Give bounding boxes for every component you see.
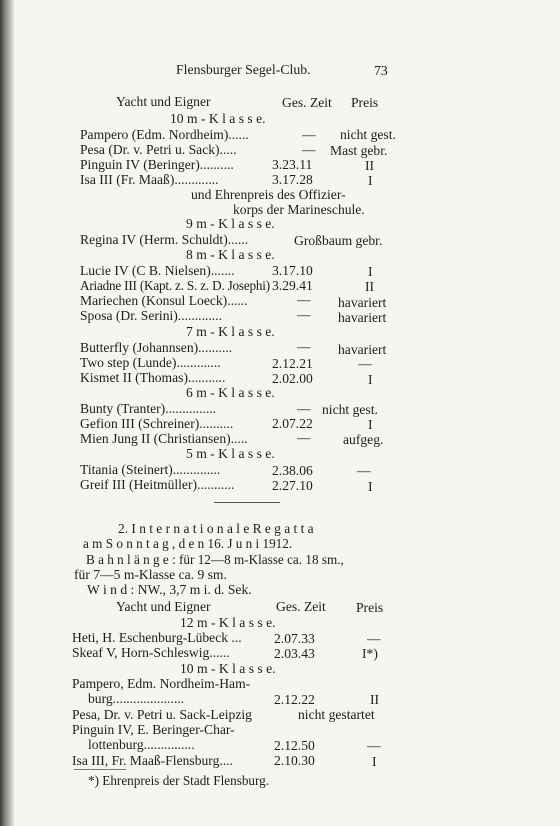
entry-name-line2: lottenburg...............: [88, 737, 195, 752]
course-length-line1: B a h n l ä n g e : für 12—8 m-Klasse ca. 18 sm.,: [86, 552, 344, 567]
entry-status: nicht gestartet: [298, 707, 375, 722]
entry-prize: —: [357, 463, 371, 478]
class-heading-9m: 9 m - K l a s s e.: [186, 216, 275, 231]
entry-time: —: [302, 142, 316, 157]
honor-note-line1: und Ehrenpreis des Offizier-: [191, 187, 346, 202]
entry-time: 2.10.30: [274, 753, 315, 768]
entry-time: 2.03.43: [274, 646, 315, 661]
col-yacht-heading: Yacht und Eigner: [116, 599, 211, 614]
page-number: 73: [374, 63, 388, 78]
entry-time: 2.07.22: [272, 416, 313, 431]
entry-prize: aufgeg.: [343, 432, 384, 447]
course-length-line2: für 7—5 m-Klasse ca. 9 sm.: [74, 567, 227, 582]
entry-time: —: [302, 127, 316, 142]
entry-name: Kismet II (Thomas)...........: [80, 370, 226, 385]
entry-name: Regina IV (Herm. Schuldt)......: [80, 232, 249, 247]
footnote-rule: [74, 769, 126, 770]
entry-prize: —: [358, 356, 372, 371]
entry-name: Mariechen (Konsul Loeck)......: [80, 293, 248, 308]
entry-time: 2.02.00: [272, 371, 313, 386]
entry-name: Heti, H. Eschenburg-Lübeck ...: [72, 630, 242, 645]
class-heading-7m: 7 m - K l a s s e.: [186, 324, 275, 339]
entry-time: 2.12.21: [272, 356, 313, 371]
regatta-title: 2. I n t e r n a t i o n a l e R e g a t t a: [118, 521, 314, 536]
entry-name: Isa III, Fr. Maaß-Flensburg....: [72, 753, 233, 768]
class-heading-8m: 8 m - K l a s s e.: [186, 247, 275, 262]
entry-prize: I: [368, 173, 373, 188]
entry-prize: I*): [362, 646, 378, 661]
entry-prize: havariert: [338, 310, 387, 325]
entry-time: —: [297, 401, 311, 416]
entry-prize: I: [368, 264, 373, 279]
entry-prize: nicht gest.: [322, 402, 378, 417]
entry-name: Pinguin IV (Beringer)..........: [80, 157, 234, 172]
entry-time: —: [297, 339, 311, 354]
class-heading-10m: 10 m - K l a s s e.: [180, 661, 276, 676]
entry-time: 2.07.33: [274, 631, 315, 646]
honor-note-line2: korps der Marineschule.: [233, 202, 365, 217]
class-heading-10m: 10 m - K l a s s e.: [170, 111, 266, 126]
entry-time: 2.12.50: [274, 738, 315, 753]
col-time-heading: Ges. Zeit: [276, 599, 326, 614]
entry-name: Pesa, Dr. v. Petri u. Sack-Leipzig: [72, 707, 252, 722]
footnote: *) Ehrenpreis der Stadt Flensburg.: [88, 773, 270, 788]
wind-line: W i n d : NW., 3,7 m i. d. Sek.: [87, 582, 252, 597]
entry-prize: —: [367, 631, 381, 646]
entry-time: 3.17.28: [272, 172, 313, 187]
entry-name: Lucie IV (C B. Nielsen).......: [80, 263, 235, 278]
entry-prize: I: [368, 479, 373, 494]
entry-prize: I: [368, 372, 373, 387]
entry-time: 2.38.06: [272, 463, 313, 478]
entry-time: —: [297, 307, 311, 322]
entry-prize: —: [367, 738, 381, 753]
entry-name: Ariadne III (Kapt. z. S. z. D. Josephi): [80, 278, 270, 293]
running-header: Flensburger Segel-Club.: [176, 62, 311, 77]
entry-name: Two step (Lunde).............: [80, 355, 221, 370]
entry-prize: havariert: [338, 342, 387, 357]
entry-name: Sposa (Dr. Serini).............: [80, 308, 222, 323]
entry-name: Skeaf V, Horn-Schleswig......: [72, 645, 230, 660]
entry-prize: Mast gebr.: [330, 143, 388, 158]
entry-time: 3.17.10: [272, 263, 313, 278]
class-heading-6m: 6 m - K l a s s e.: [186, 385, 275, 400]
entry-prize: Großbaum gebr.: [294, 233, 383, 248]
entry-name: Butterfly (Johannsen)..........: [80, 340, 233, 355]
entry-name-line1: Pampero, Edm. Nordheim-Ham-: [72, 676, 251, 691]
entry-name: Greif III (Heitmüller)...........: [80, 477, 235, 492]
entry-prize: II: [370, 692, 380, 707]
entry-name-line1: Pinguin IV, E. Beringer-Char-: [72, 722, 235, 737]
entry-prize: I: [372, 754, 377, 769]
entry-prize: I: [368, 417, 373, 432]
entry-name: Pampero (Edm. Nordheim)......: [80, 127, 249, 142]
entry-prize: nicht gest.: [340, 127, 396, 142]
entry-prize: II: [365, 279, 375, 294]
entry-time: —: [297, 430, 311, 445]
entry-time: 2.27.10: [272, 478, 313, 493]
regatta-date: a m S o n n t a g , d e n 16. J u n i 1912.: [83, 536, 293, 551]
class-heading-5m: 5 m - K l a s s e.: [186, 446, 275, 461]
class-heading-12m: 12 m - K l a s s e.: [180, 615, 276, 630]
entry-time: 3.23.11: [272, 157, 313, 172]
entry-name: Bunty (Tranter)...............: [80, 401, 217, 416]
entry-name: Mien Jung II (Christiansen).....: [80, 431, 248, 446]
entry-time: —: [297, 292, 311, 307]
entry-time: 2.12.22: [274, 692, 315, 707]
col-prize-heading: Preis: [351, 95, 379, 110]
entry-name-line2: burg.....................: [88, 691, 185, 706]
col-prize-heading: Preis: [356, 600, 384, 615]
col-time-heading: Ges. Zeit: [282, 95, 332, 110]
col-yacht-heading: Yacht und Eigner: [116, 94, 211, 109]
entry-time: 3.29.41: [272, 278, 313, 293]
entry-prize: havariert: [338, 295, 387, 310]
entry-prize: II: [365, 158, 375, 173]
entry-name: Gefion III (Schreiner)..........: [80, 416, 234, 431]
entry-name: Pesa (Dr. v. Petri u. Sack).....: [80, 142, 237, 157]
entry-name: Isa III (Fr. Maaß).............: [80, 172, 219, 187]
section-divider: [214, 502, 280, 503]
entry-name: Titania (Steinert)..............: [80, 462, 221, 477]
